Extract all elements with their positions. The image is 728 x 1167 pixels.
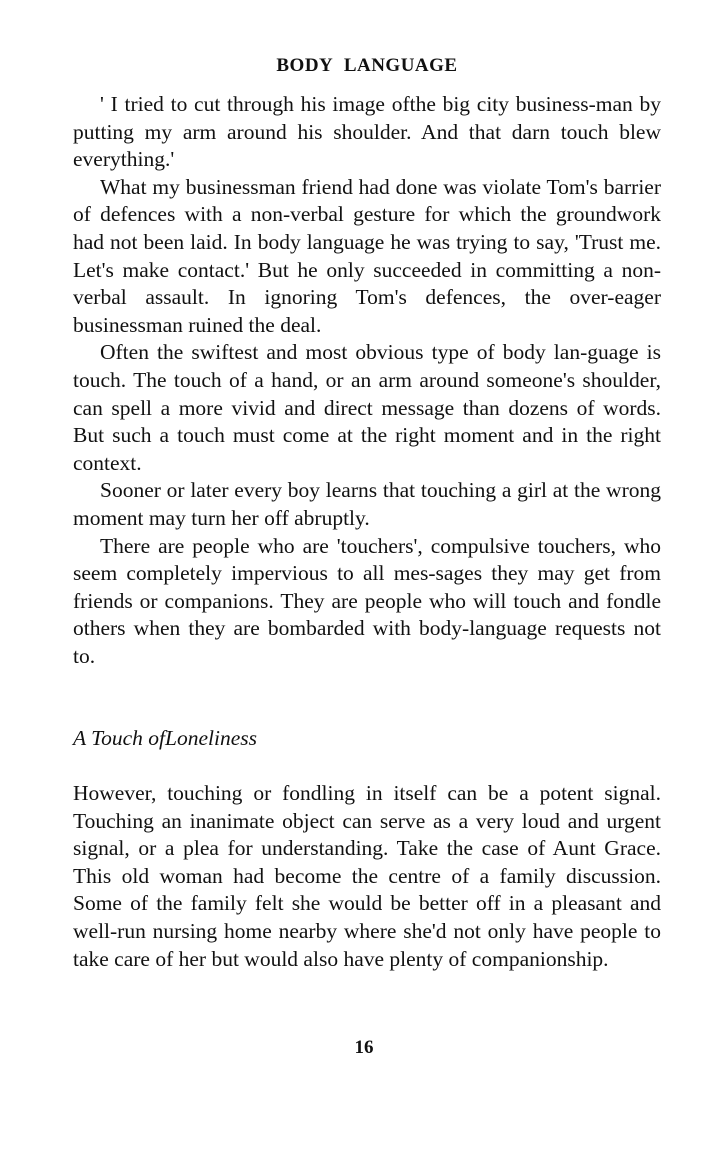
paragraph: However, touching or fondling in itself can be a potent signal. Touching an inanimate object can serve as a very loud and urgent signal, or a plea for understanding. Take the case of Aunt Grace. This old woman had become the centre of a family discussion. Some of the family felt she would be better off in a pleasant and well-run nursing home nearby where she'd not only have people to take care of her but would also have plenty of companionship. xyxy=(73,781,661,971)
running-head: BODY LANGUAGE xyxy=(276,55,458,76)
section-heading: A Touch ofLoneliness xyxy=(73,726,257,751)
book-page xyxy=(73,52,661,973)
body-text-part1 xyxy=(73,91,661,670)
paragraph: What my businessman friend had done was violate Tom's barrier of defences with a non-verbal gesture for which the groundwork had not been laid. In body language he was trying to say, 'Trust me. Let's make contact.' But he only succeeded in committing a non-verbal assault. In ignoring Tom's defences, the over-eager businessman ruined the deal. xyxy=(73,174,661,337)
page-number: 16 xyxy=(354,1037,374,1058)
paragraph: Sooner or later every boy learns that touching a girl at the wrong moment may turn her off abruptly. xyxy=(73,478,661,530)
paragraph: ' I tried to cut through his image ofthe big city business-man by putting my arm around his shoulder. And that darn touch blew everything.' xyxy=(73,92,661,172)
paragraph: Often the swiftest and most obvious type of body lan-guage is touch. The touch of a hand, or an arm around someone's shoulder, can spell a more vivid and direct message than dozens of words. But such a touch must come at the right moment and in the right context. xyxy=(73,340,661,475)
paragraph: There are people who are 'touchers', compulsive touchers, who seem completely impervious to all mes-sages they may get from friends or companions. They are people who will touch and fondle others when they are bombarded with body-language requests not to. xyxy=(73,533,661,668)
body-text-part2 xyxy=(73,780,661,973)
